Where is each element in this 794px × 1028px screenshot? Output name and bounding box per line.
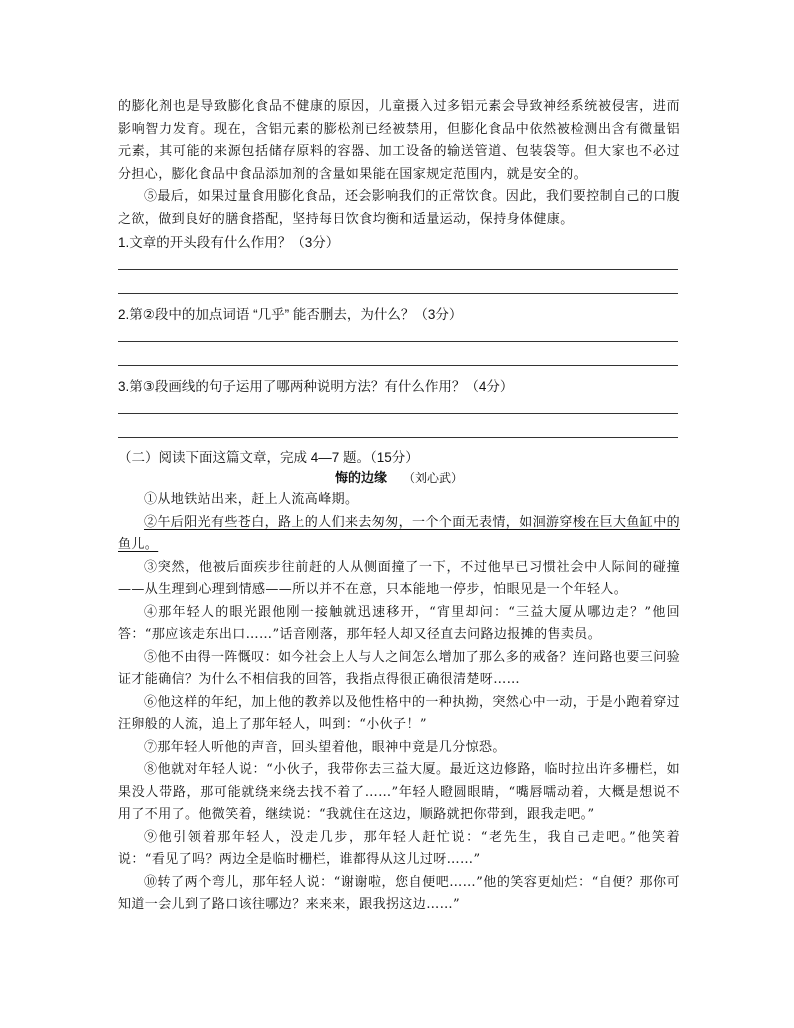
question-2: 2.第②段中的加点词语 “几乎” 能否删去，为什么？（3分） (118, 307, 463, 322)
article-paragraph-6: ⑥他这样的年纪，加上他的教养以及他性格中的一种执拗，突然心中一动，于是小跑着穿过汪卵般的人流，追上了那年轻人，叫到：“小伙子！” (118, 694, 681, 732)
article-title-row (118, 468, 680, 489)
article-paragraph-7: ⑦那年轻人听他的声音，回头望着他，眼神中竟是几分惊恐。 (144, 739, 506, 755)
section-2-heading: （二）阅读下面这篇文章，完成 4—7 题。（15分） (118, 450, 419, 465)
article-paragraph-4: ④那年轻人的眼光跟他刚一接触就迅速移开，“宵里却问：“三益大厦从哪边走？”他回答：“那应该走东出口……”话音刚落，那年轻人却又径直去问路边报摊的售卖员。 (118, 604, 680, 642)
article-paragraph-2: ②午后阳光有些苍白，路上的人们来去匆匆，一个个面无表情，如洄游穿梭在巨大鱼缸中的鱼儿。 (118, 514, 681, 552)
passage-paragraph-5: ⑤最后，如果过量食用膨化食品，还会影响我们的正常饮食。因此，我们要控制自己的口腹之欲，做到良好的膳食搭配，坚持每日饮食均衡和适量运动，保持身体健康。 (118, 189, 681, 227)
article-paragraph-8: ⑧他就对年轻人说：“小伙子，我带你去三益大厦。最近这边修路，临时拉出许多栅栏，如果没人带路，那可能就绕来绕去找不着了……”年轻人瞪圆眼睛，“嘴唇嚅动着，大概是想说不用了不用了。他微笑着，继续说：“我就住在这边，顺路就把你带到，跟我走吧。” (118, 762, 680, 822)
question-3: 3.第③段画线的句子运用了哪两种说明方法？有什么作用？（4分） (118, 379, 514, 394)
article-title: 悔的边缘 (334, 471, 387, 486)
document-page (118, 96, 680, 917)
passage-paragraph-4-continued: 的膨化剂也是导致膨化食品不健康的原因，儿童摄入过多铝元素会导致神经系统被侵害，进而影响智力发育。现在，含铝元素的膨松剂已经被禁用，但膨化食品中依然被检测出含有微量铝元素，其可能的来源包括储存原料的容器、加工设备的输送管道、包装袋等。但大家也不必过分担心，膨化食品中食品添加剂的含量如果能在国家规定范围内，就是安全的。 (118, 99, 680, 182)
article-paragraph-10: ⑩转了两个弯儿，那年轻人说：“谢谢啦，您自便吧……”他的笑容更灿烂：“自便？那你可知道一会儿到了路口该往哪边？来来来，跟我拐这边……” (118, 874, 680, 912)
article-paragraph-3: ③突然，他被后面疾步往前赶的人从侧面撞了一下，不过他早已习惯社会中人际间的碰撞——从生理到心理到情感——所以并不在意，只本能地一停步，怕眼见是一个年轻人。 (118, 559, 680, 597)
article-paragraph-1: ①从地铁站出来，赶上人流高峰期。 (144, 492, 359, 507)
question-1: 1.文章的开头段有什么作用？（3分） (118, 235, 340, 250)
article-author: （刘心武） (403, 471, 464, 485)
article-paragraph-5: ⑤他不由得一阵慨叹：如今社会上人与人之间怎么增加了那么多的戒备？连问路也要三问验证才能确信？为什么不相信我的回答，我指点得很正确很清楚呀…… (118, 649, 681, 687)
article-paragraph-9: ⑨他引领着那年轻人，没走几步，那年轻人赶忙说：“老先生，我自己走吧。”他笑着说：“看见了吗？两边全是临时栅栏，谁都得从这儿过呀……” (118, 829, 680, 867)
